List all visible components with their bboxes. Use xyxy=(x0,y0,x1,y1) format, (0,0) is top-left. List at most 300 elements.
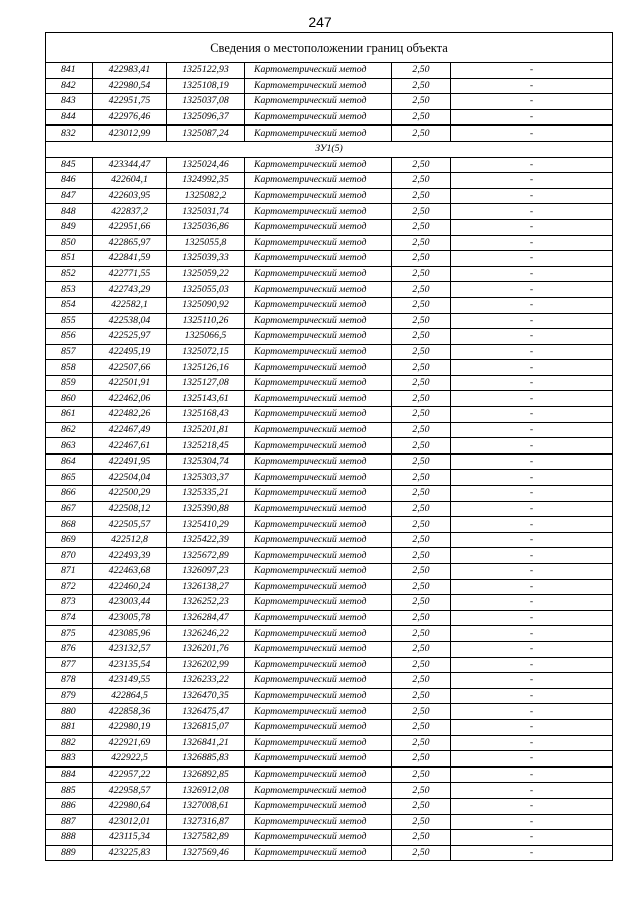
coord-y: 1325031,74 xyxy=(167,204,245,220)
method: Картометрический метод xyxy=(245,751,392,767)
table-row xyxy=(46,532,613,548)
description: - xyxy=(451,470,613,486)
description: - xyxy=(451,344,613,360)
table-row xyxy=(46,595,613,611)
coord-y: 1326202,99 xyxy=(167,657,245,673)
description: - xyxy=(451,814,613,830)
coord-x: 422865,97 xyxy=(93,235,167,251)
point-number: 887 xyxy=(46,814,93,830)
precision: 2,50 xyxy=(392,94,451,110)
coord-y: 1326885,83 xyxy=(167,751,245,767)
description: - xyxy=(451,109,613,125)
table-row xyxy=(46,407,613,423)
coord-x: 422951,75 xyxy=(93,94,167,110)
table-row xyxy=(46,501,613,517)
table-row xyxy=(46,486,613,502)
coord-x: 422463,68 xyxy=(93,564,167,580)
table-row xyxy=(46,438,613,454)
coord-y: 1326470,35 xyxy=(167,688,245,704)
table-row xyxy=(46,783,613,799)
point-number: 885 xyxy=(46,783,93,799)
method: Картометрический метод xyxy=(245,78,392,94)
point-number: 883 xyxy=(46,751,93,767)
table-row xyxy=(46,157,613,173)
coord-x: 422743,29 xyxy=(93,282,167,298)
precision: 2,50 xyxy=(392,751,451,767)
point-number: 869 xyxy=(46,532,93,548)
table-row xyxy=(46,344,613,360)
method: Картометрический метод xyxy=(245,173,392,189)
description: - xyxy=(451,407,613,423)
point-number: 856 xyxy=(46,329,93,345)
coord-y: 1325055,03 xyxy=(167,282,245,298)
point-number: 853 xyxy=(46,282,93,298)
precision: 2,50 xyxy=(392,360,451,376)
method: Картометрический метод xyxy=(245,157,392,173)
method: Картометрический метод xyxy=(245,375,392,391)
point-number: 866 xyxy=(46,486,93,502)
coord-y: 1325110,26 xyxy=(167,313,245,329)
description: - xyxy=(451,641,613,657)
coord-y: 1325087,24 xyxy=(167,125,245,141)
point-number: 873 xyxy=(46,595,93,611)
point-number: 884 xyxy=(46,767,93,783)
method: Картометрический метод xyxy=(245,344,392,360)
coord-y: 1325072,15 xyxy=(167,344,245,360)
coord-x: 422505,57 xyxy=(93,517,167,533)
coord-x: 423003,44 xyxy=(93,595,167,611)
description: - xyxy=(451,173,613,189)
coord-y: 1325082,2 xyxy=(167,188,245,204)
precision: 2,50 xyxy=(392,125,451,141)
precision: 2,50 xyxy=(392,313,451,329)
method: Картометрический метод xyxy=(245,235,392,251)
table-title: Сведения о местоположении границ объекта xyxy=(46,33,613,63)
description: - xyxy=(451,673,613,689)
coord-y: 1325127,08 xyxy=(167,375,245,391)
description: - xyxy=(451,767,613,783)
coord-x: 422864,5 xyxy=(93,688,167,704)
method: Картометрический метод xyxy=(245,63,392,79)
description: - xyxy=(451,735,613,751)
table-row xyxy=(46,219,613,235)
method: Картометрический метод xyxy=(245,626,392,642)
precision: 2,50 xyxy=(392,109,451,125)
point-number: 864 xyxy=(46,454,93,470)
coord-x: 422858,36 xyxy=(93,704,167,720)
method: Картометрический метод xyxy=(245,204,392,220)
precision: 2,50 xyxy=(392,735,451,751)
coord-y: 1324992,35 xyxy=(167,173,245,189)
coord-x: 423005,78 xyxy=(93,610,167,626)
precision: 2,50 xyxy=(392,548,451,564)
point-number: 862 xyxy=(46,422,93,438)
point-number: 843 xyxy=(46,94,93,110)
precision: 2,50 xyxy=(392,329,451,345)
precision: 2,50 xyxy=(392,235,451,251)
precision: 2,50 xyxy=(392,626,451,642)
description: - xyxy=(451,454,613,470)
description: - xyxy=(451,219,613,235)
coord-x: 423115,34 xyxy=(93,830,167,846)
description: - xyxy=(451,360,613,376)
coord-x: 423135,54 xyxy=(93,657,167,673)
precision: 2,50 xyxy=(392,470,451,486)
coord-y: 1325096,37 xyxy=(167,109,245,125)
point-number: 860 xyxy=(46,391,93,407)
precision: 2,50 xyxy=(392,78,451,94)
precision: 2,50 xyxy=(392,251,451,267)
method: Картометрический метод xyxy=(245,219,392,235)
method: Картометрический метод xyxy=(245,517,392,533)
coord-x: 422462,06 xyxy=(93,391,167,407)
description: - xyxy=(451,657,613,673)
description: - xyxy=(451,783,613,799)
precision: 2,50 xyxy=(392,282,451,298)
coord-x: 422958,57 xyxy=(93,783,167,799)
coord-y: 1325143,61 xyxy=(167,391,245,407)
coord-x: 422493,39 xyxy=(93,548,167,564)
method: Картометрический метод xyxy=(245,610,392,626)
table-row xyxy=(46,641,613,657)
table-row xyxy=(46,548,613,564)
table-row xyxy=(46,688,613,704)
precision: 2,50 xyxy=(392,673,451,689)
table-row xyxy=(46,235,613,251)
table-row xyxy=(46,297,613,313)
method: Картометрический метод xyxy=(245,532,392,548)
precision: 2,50 xyxy=(392,173,451,189)
description: - xyxy=(451,517,613,533)
coord-y: 1326284,47 xyxy=(167,610,245,626)
coord-y: 1325335,21 xyxy=(167,486,245,502)
coord-x: 422983,41 xyxy=(93,63,167,79)
coord-y: 1326201,76 xyxy=(167,641,245,657)
description: - xyxy=(451,704,613,720)
description: - xyxy=(451,532,613,548)
table-row xyxy=(46,454,613,470)
coord-y: 1325304,74 xyxy=(167,454,245,470)
table-row xyxy=(46,657,613,673)
point-number: 863 xyxy=(46,438,93,454)
coord-y: 1325390,88 xyxy=(167,501,245,517)
table-row xyxy=(46,579,613,595)
coord-x: 422508,12 xyxy=(93,501,167,517)
coord-y: 1325122,93 xyxy=(167,63,245,79)
coord-x: 422495,19 xyxy=(93,344,167,360)
method: Картометрический метод xyxy=(245,845,392,861)
precision: 2,50 xyxy=(392,532,451,548)
point-number: 871 xyxy=(46,564,93,580)
table-row xyxy=(46,517,613,533)
method: Картометрический метод xyxy=(245,704,392,720)
coord-y: 1327008,61 xyxy=(167,798,245,814)
method: Картометрический метод xyxy=(245,282,392,298)
description: - xyxy=(451,595,613,611)
table-row xyxy=(46,814,613,830)
precision: 2,50 xyxy=(392,641,451,657)
method: Картометрический метод xyxy=(245,735,392,751)
description: - xyxy=(451,297,613,313)
description: - xyxy=(451,94,613,110)
coord-y: 1325218,45 xyxy=(167,438,245,454)
point-number: 886 xyxy=(46,798,93,814)
coord-y: 1325201,81 xyxy=(167,422,245,438)
table-title-row xyxy=(46,33,613,63)
precision: 2,50 xyxy=(392,344,451,360)
method: Картометрический метод xyxy=(245,438,392,454)
table-row xyxy=(46,470,613,486)
table-row xyxy=(46,422,613,438)
method: Картометрический метод xyxy=(245,251,392,267)
point-number: 844 xyxy=(46,109,93,125)
description: - xyxy=(451,157,613,173)
table-row xyxy=(46,360,613,376)
description: - xyxy=(451,375,613,391)
point-number: 851 xyxy=(46,251,93,267)
coord-y: 1325422,39 xyxy=(167,532,245,548)
coord-y: 1325090,92 xyxy=(167,297,245,313)
table-body xyxy=(46,33,613,861)
table-row xyxy=(46,78,613,94)
precision: 2,50 xyxy=(392,704,451,720)
coord-x: 422604,1 xyxy=(93,173,167,189)
description: - xyxy=(451,204,613,220)
precision: 2,50 xyxy=(392,767,451,783)
precision: 2,50 xyxy=(392,688,451,704)
coord-y: 1325066,5 xyxy=(167,329,245,345)
coord-y: 1325410,29 xyxy=(167,517,245,533)
coord-x: 422501,91 xyxy=(93,375,167,391)
coord-y: 1325108,19 xyxy=(167,78,245,94)
coord-y: 1325672,89 xyxy=(167,548,245,564)
coord-y: 1326246,22 xyxy=(167,626,245,642)
coord-x: 422460,24 xyxy=(93,579,167,595)
method: Картометрический метод xyxy=(245,313,392,329)
point-number: 870 xyxy=(46,548,93,564)
method: Картометрический метод xyxy=(245,673,392,689)
point-number: 850 xyxy=(46,235,93,251)
table-row xyxy=(46,94,613,110)
description: - xyxy=(451,548,613,564)
coord-y: 1325059,22 xyxy=(167,266,245,282)
description: - xyxy=(451,845,613,861)
precision: 2,50 xyxy=(392,798,451,814)
precision: 2,50 xyxy=(392,783,451,799)
description: - xyxy=(451,125,613,141)
precision: 2,50 xyxy=(392,517,451,533)
table-row xyxy=(46,751,613,767)
description: - xyxy=(451,188,613,204)
description: - xyxy=(451,282,613,298)
precision: 2,50 xyxy=(392,830,451,846)
point-number: 868 xyxy=(46,517,93,533)
coord-x: 423012,01 xyxy=(93,814,167,830)
description: - xyxy=(451,486,613,502)
precision: 2,50 xyxy=(392,454,451,470)
precision: 2,50 xyxy=(392,486,451,502)
point-number: 867 xyxy=(46,501,93,517)
point-number: 872 xyxy=(46,579,93,595)
coord-y: 1326475,47 xyxy=(167,704,245,720)
method: Картометрический метод xyxy=(245,564,392,580)
table-row xyxy=(46,735,613,751)
coord-x: 423132,57 xyxy=(93,641,167,657)
coord-x: 423344,47 xyxy=(93,157,167,173)
precision: 2,50 xyxy=(392,501,451,517)
description: - xyxy=(451,235,613,251)
point-number: 849 xyxy=(46,219,93,235)
method: Картометрический метод xyxy=(245,470,392,486)
table-row xyxy=(46,830,613,846)
method: Картометрический метод xyxy=(245,188,392,204)
coord-x: 423085,96 xyxy=(93,626,167,642)
table-row xyxy=(46,798,613,814)
point-number: 877 xyxy=(46,657,93,673)
point-number: 852 xyxy=(46,266,93,282)
point-number: 848 xyxy=(46,204,93,220)
coord-y: 1326233,22 xyxy=(167,673,245,689)
table-row xyxy=(46,673,613,689)
coord-x: 422922,5 xyxy=(93,751,167,767)
method: Картометрический метод xyxy=(245,266,392,282)
coord-y: 1327582,89 xyxy=(167,830,245,846)
point-number: 841 xyxy=(46,63,93,79)
method: Картометрический метод xyxy=(245,94,392,110)
description: - xyxy=(451,266,613,282)
table-row xyxy=(46,626,613,642)
coord-y: 1327569,46 xyxy=(167,845,245,861)
description: - xyxy=(451,626,613,642)
coord-x: 422467,61 xyxy=(93,438,167,454)
table-row xyxy=(46,63,613,79)
coord-x: 422980,19 xyxy=(93,719,167,735)
coord-y: 1326841,21 xyxy=(167,735,245,751)
coord-y: 1325126,16 xyxy=(167,360,245,376)
point-number: 888 xyxy=(46,830,93,846)
description: - xyxy=(451,63,613,79)
precision: 2,50 xyxy=(392,219,451,235)
point-number: 855 xyxy=(46,313,93,329)
coord-x: 422525,97 xyxy=(93,329,167,345)
precision: 2,50 xyxy=(392,657,451,673)
coord-x: 422482,26 xyxy=(93,407,167,423)
description: - xyxy=(451,610,613,626)
table-row xyxy=(46,845,613,861)
point-number: 846 xyxy=(46,173,93,189)
table-row xyxy=(46,251,613,267)
coord-y: 1326138,27 xyxy=(167,579,245,595)
method: Картометрический метод xyxy=(245,407,392,423)
precision: 2,50 xyxy=(392,438,451,454)
coord-y: 1325168,43 xyxy=(167,407,245,423)
coord-y: 1325037,08 xyxy=(167,94,245,110)
coord-y: 1326815,07 xyxy=(167,719,245,735)
precision: 2,50 xyxy=(392,564,451,580)
coord-y: 1326097,23 xyxy=(167,564,245,580)
method: Картометрический метод xyxy=(245,125,392,141)
point-number: 854 xyxy=(46,297,93,313)
description: - xyxy=(451,313,613,329)
description: - xyxy=(451,251,613,267)
coord-x: 422976,46 xyxy=(93,109,167,125)
table-row xyxy=(46,313,613,329)
point-number: 880 xyxy=(46,704,93,720)
method: Картометрический метод xyxy=(245,109,392,125)
coord-y: 1326252,23 xyxy=(167,595,245,611)
table-row xyxy=(46,610,613,626)
point-number: 857 xyxy=(46,344,93,360)
coord-x: 422500,29 xyxy=(93,486,167,502)
point-number: 865 xyxy=(46,470,93,486)
method: Картометрический метод xyxy=(245,329,392,345)
table-row xyxy=(46,375,613,391)
method: Картометрический метод xyxy=(245,422,392,438)
precision: 2,50 xyxy=(392,595,451,611)
description: - xyxy=(451,798,613,814)
point-number: 847 xyxy=(46,188,93,204)
description: - xyxy=(451,564,613,580)
method: Картометрический метод xyxy=(245,688,392,704)
table-row xyxy=(46,704,613,720)
coord-x: 422538,04 xyxy=(93,313,167,329)
coord-y: 1325024,46 xyxy=(167,157,245,173)
method: Картометрический метод xyxy=(245,595,392,611)
method: Картометрический метод xyxy=(245,454,392,470)
coord-y: 1325303,37 xyxy=(167,470,245,486)
coord-y: 1326892,85 xyxy=(167,767,245,783)
description: - xyxy=(451,422,613,438)
coord-x: 422467,49 xyxy=(93,422,167,438)
method: Картометрический метод xyxy=(245,391,392,407)
description: - xyxy=(451,751,613,767)
precision: 2,50 xyxy=(392,63,451,79)
method: Картометрический метод xyxy=(245,830,392,846)
method: Картометрический метод xyxy=(245,783,392,799)
coord-x: 422771,55 xyxy=(93,266,167,282)
precision: 2,50 xyxy=(392,814,451,830)
table-row xyxy=(46,564,613,580)
table-row xyxy=(46,109,613,125)
description: - xyxy=(451,830,613,846)
precision: 2,50 xyxy=(392,719,451,735)
table-row xyxy=(46,719,613,735)
method: Картометрический метод xyxy=(245,798,392,814)
description: - xyxy=(451,579,613,595)
precision: 2,50 xyxy=(392,422,451,438)
method: Картометрический метод xyxy=(245,486,392,502)
description: - xyxy=(451,391,613,407)
coord-x: 422491,95 xyxy=(93,454,167,470)
page-number: 247 xyxy=(308,14,332,30)
point-number: 858 xyxy=(46,360,93,376)
method: Картометрический метод xyxy=(245,814,392,830)
table-row xyxy=(46,188,613,204)
group-row xyxy=(46,141,613,157)
method: Картометрический метод xyxy=(245,360,392,376)
point-number: 881 xyxy=(46,719,93,735)
point-number: 874 xyxy=(46,610,93,626)
method: Картометрический метод xyxy=(245,501,392,517)
precision: 2,50 xyxy=(392,407,451,423)
coord-y: 1325055,8 xyxy=(167,235,245,251)
point-number: 876 xyxy=(46,641,93,657)
coord-x: 422507,66 xyxy=(93,360,167,376)
coord-x: 422841,59 xyxy=(93,251,167,267)
coord-x: 422951,66 xyxy=(93,219,167,235)
coord-x: 422837,2 xyxy=(93,204,167,220)
table-row xyxy=(46,173,613,189)
